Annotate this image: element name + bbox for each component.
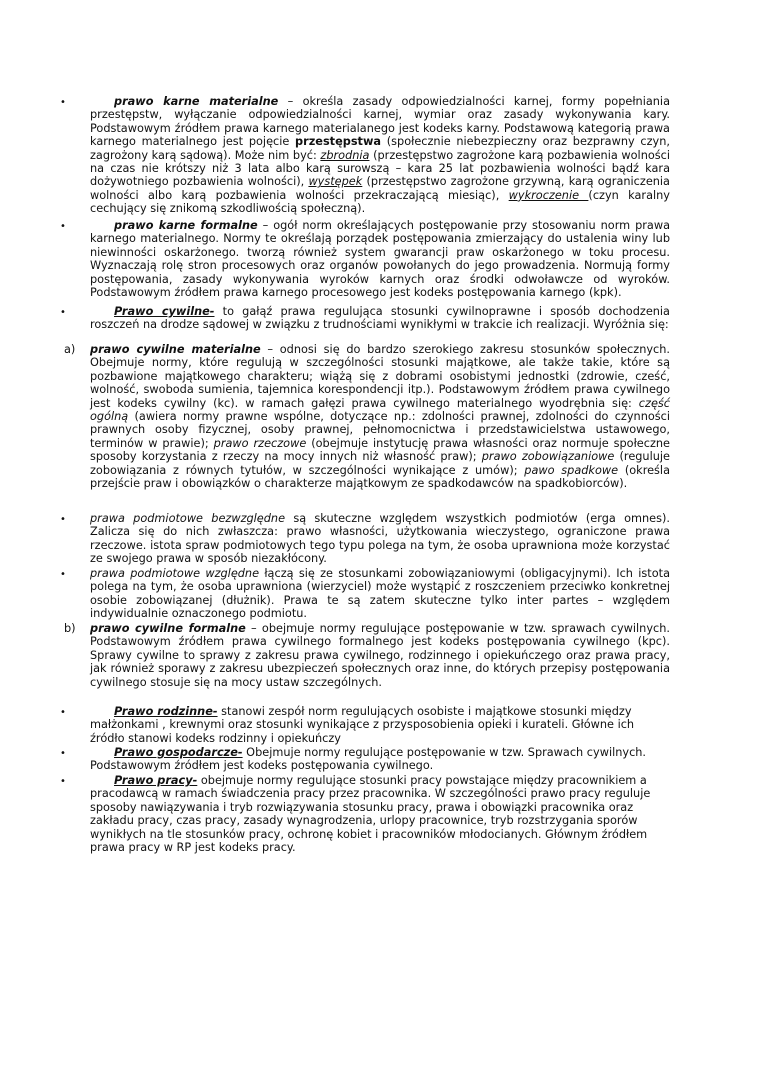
bullet-marker: • xyxy=(60,776,66,787)
paragraph-prawo-cywilne: Prawo cywilne- to gałąź prawa regulująca stosunki cywilnoprawne i sposób dochodzenia roszczeń na drodze sądowej w związku z trudnościami wynikłymi w trakcie ich realizacji. Wyróżnia się: xyxy=(90,305,670,332)
paragraph-prawo-pracy: Prawo pracy- obejmuje normy regulujące stosunki pracy powstające między pracownikiem a pracodawcą w ramach świadczenia pracy przez pracownika. W szczególności prawo pracy reguluje sposoby nawiązywania i tryb rozwiązywania stosunku pracy, prawa i obowiązki pracownika oraz zakładu pracy, czas pracy, zasady wynagrodzenia, urlopy pracownice, tryb rozstrzygania sporów wynikłych na tle stosunków pracy, ochronę kobiet i pracowników młodocianych. Głównym źródłem prawa pracy w RP jest kodeks pracy. xyxy=(90,774,651,855)
bullet-marker: • xyxy=(60,221,66,232)
term: wykroczenie xyxy=(508,188,589,202)
term: prawo karne formalne xyxy=(114,219,258,232)
list-marker-b: b) xyxy=(64,622,76,635)
term: zbrodnia xyxy=(320,148,370,162)
term: Prawo cywilne- xyxy=(114,305,215,318)
term: Prawo rodzinne- xyxy=(114,705,218,718)
paragraph-prawa-podmiotowe-bezwzgledne: prawa podmiotowe bezwzględne są skuteczne względem wszystkich podmiotów (erga omnes). Zalicza się do nich zwłaszcza: prawo własności, użytkowania wieczystego, ograniczone prawa rzeczowe. istota spraw podmiotowych tego typu polega na tym, że osoba uprawniona może korzystać ze swojego prawa w sposób niezakłócony. xyxy=(90,512,670,566)
term: pawo spadkowe xyxy=(524,463,619,477)
paragraph-prawo-karne-formalne: prawo karne formalne – ogół norm określających postępowanie przy stosowaniu norm prawa karnego materialnego. Normy te określają porządek postępowania zmierzający do ustalenia winy lub niewinności oskarżonego. tworzą również system gwarancji praw oskarżonego w toku procesu. Wyznaczają rolę stron procesowych oraz organów powołanych do jego prowadzenia. Normują formy postępowania, zasady wykonywania wyroków karnych oraz środki odwoławcze od wyroków. Podstawowym źródłem prawa karnego procesowego jest kodeks postępowania karnego (kpk). xyxy=(90,219,670,300)
term: prawo karne materialne xyxy=(114,95,279,108)
term: część ogólną xyxy=(90,396,670,424)
bullet-marker: • xyxy=(60,707,66,718)
term: prawo cywilne formalne xyxy=(90,622,246,635)
term: prawa podmiotowe względne xyxy=(90,567,260,580)
paragraph-prawo-rodzinne: Prawo rodzinne- stanowi zespół norm regulujących osobiste i majątkowe stosunki między małżonkami , krewnymi oraz stosunki wynikające z przysposobienia opieki i kurateli. Główne ich źródło stanowi kodeks rodzinny i opiekuńczy xyxy=(90,705,635,745)
bullet-marker: • xyxy=(60,748,66,759)
paragraph-prawo-cywilne-formalne: prawo cywilne formalne – obejmuje normy regulujące postępowanie w tzw. sprawach cywilnych. Podstawowym źródłem prawa cywilnego formalnego jest kodeks postępowania cywilnego (kpc). Sprawy cywilne to sprawy z zakresu prawa cywilnego, rodzinnego i opiekuńczego oraz prawa pracy, jak również sporawy z zakresu ubezpieczeń społecznych oraz inne, do których przepisy postępowania cywilnego stosuje się na mocy ustaw szczególnych. xyxy=(90,622,670,689)
bullet-marker: • xyxy=(60,569,66,580)
paragraph-prawo-cywilne-materialne: prawo cywilne materialne – odnosi się do bardzo szerokiego zakresu stosunków społecznych. Obejmuje normy, które regulują w szczególności stosunki majątkowe, ale także takie, które są pozbawione majątkowego charakteru; wiążą się z dobrami osobistymi jednostki (zdrowie, cześć, wolność, swoboda sumienia, tajemnica korespondencji itp.). Podstawowym źródłem prawa cywilnego jest kodeks cywilny (kc). w ramach gałęzi prawa cywilnego materialnego wyodrębnia się: część ogólną (awiera normy prawne wspólne, dotyczące np.: zdolności prawnej, zdolności do czynności prawnych osoby fizycznej, osoby prawnej, pełnomocnictwa i przedstawicielstwa ustawowego, terminów w prawie); prawo rzeczowe (obejmuje instytucję prawa własności oraz normuje społeczne sposoby korzystania z rzeczy na mocy innych niż własność praw); prawo zobowiązaniowe (reguluje zobowiązania z równych tytułów, w szczególności wynikające z umów); pawo spadkowe (określa przejście praw i obowiązków o charakterze majątkowym ze spadkodawców na spadkobiorców). xyxy=(90,343,670,491)
bullet-marker: • xyxy=(60,307,66,318)
term: przestępstwa xyxy=(295,135,381,149)
list-marker-a: a) xyxy=(64,343,76,356)
bullet-marker: • xyxy=(60,97,66,108)
term: prawa podmiotowe bezwzględne xyxy=(90,512,286,525)
term: występek xyxy=(308,175,363,189)
bullet-marker: • xyxy=(60,514,66,525)
paragraph-prawo-karne-materialne: prawo karne materialne – określa zasady odpowiedzialności karnej, formy popełniania przestępstw, wyłączanie odpowiedzialności karnej, wymiar oraz zasady wykonywania kary. Podstawowym źródłem prawa karnego materialanego jest kodeks karny. Podstawową kategorią prawa karnego materialnego jest pojęcie przestępstwa (społecznie niebezpieczny oraz bezprawny czyn, zagrożony karą sądową). Może nim być: zbrodnia (przestępstwo zagrożone karą pozbawienia wolności na czas nie krótszy niż 3 lata albo karą surowszą – kara 25 lat pozbawienia wolności bądź kara dożywotniego pozbawienia wolności), występek (przestępstwo zagrożone grzywną, karą ograniczenia wolności albo karą pozbawienia wolności przekraczającą miesiąc), wykroczenie (czyn karalny cechujący się znikomą szkodliwością społeczną). xyxy=(90,95,670,216)
term: Prawo gospodarcze- xyxy=(114,746,243,759)
paragraph-prawo-gospodarcze: Prawo gospodarcze- Obejmuje normy regulujące postępowanie w tzw. Sprawach cywilnych. Podstawowym źródłem jest kodeks postępowania cywilnego. xyxy=(90,746,647,773)
term: prawo zobowiązaniowe xyxy=(481,450,615,464)
term: prawo rzeczowe xyxy=(213,436,307,450)
term: Prawo pracy- xyxy=(114,774,198,787)
paragraph-prawa-podmiotowe-wzgledne: prawa podmiotowe względne łączą się ze stosunkami zobowiązaniowymi (obligacyjnymi). Ich istota polega na tym, że osoba uprawniona (wierzyciel) może wystąpić z roszczeniem przeciwko konkretnej osobie zobowiązanej (dłużnik). Prawa te są zatem skuteczne tylko inter partes – względem indywidualnie oznaczonego podmiotu. xyxy=(90,567,670,621)
term: prawo cywilne materialne xyxy=(90,343,261,356)
